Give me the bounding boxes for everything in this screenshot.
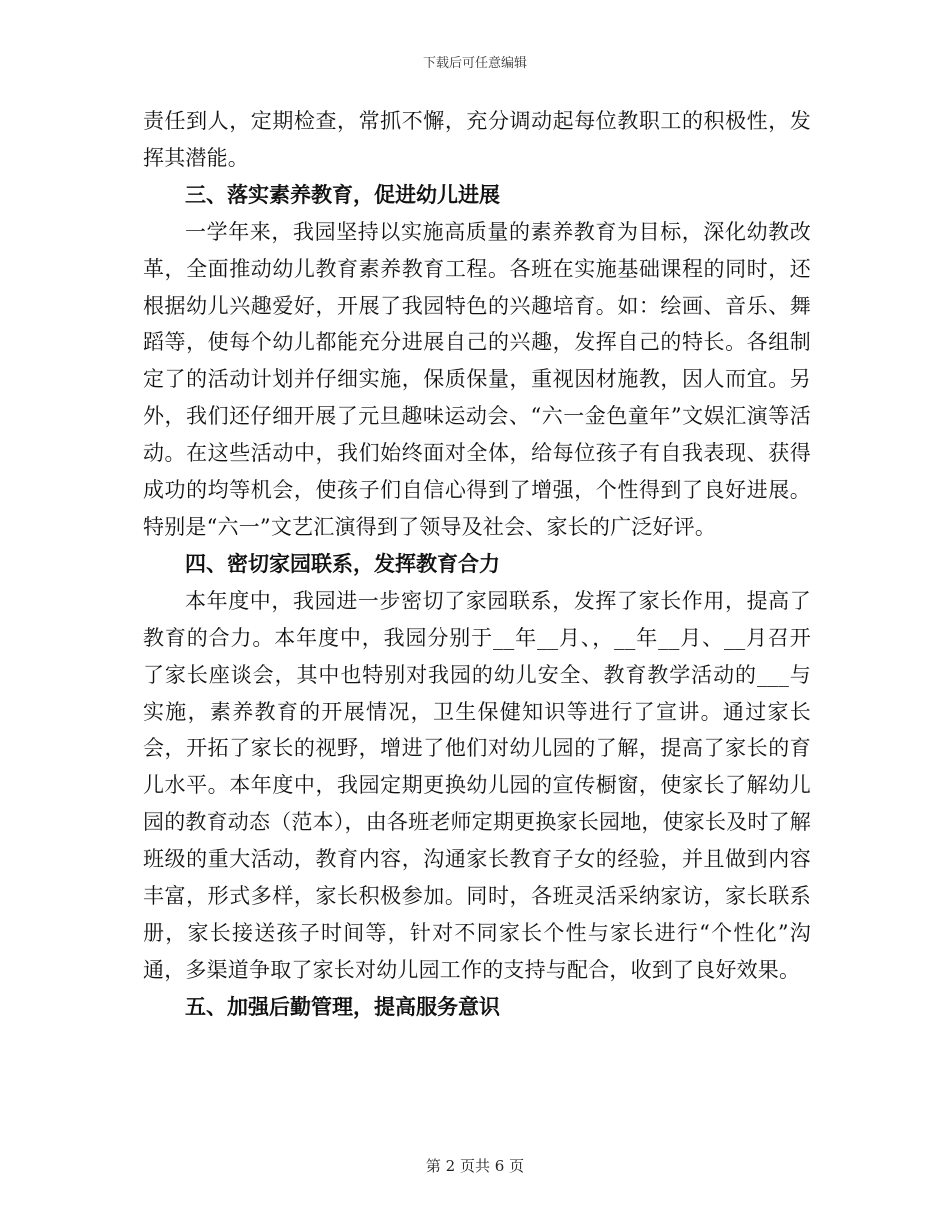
- page-number: 第 2 页共 6 页: [425, 1157, 525, 1175]
- paragraph-quality-education: 一学年来，我园坚持以实施高质量的素养教育为目标，深化幼教改革，全面推动幼儿教育素养教育工程。各班在实施基础课程的同时，还根据幼儿兴趣爱好，开展了我园特色的兴趣培育。如：绘画、音乐、舞蹈等，使每个幼儿都能充分进展自己的兴趣，发挥自己的特长。各组制定了的活动计划并仔细实施，保质保量，重视因材施教，因人而宜。另外，我们还仔细开展了元旦趣味运动会、“六一金色童年”文娱汇演等活动。在这些活动中，我们始终面对全体，给每位孩子有自我表现、获得成功的均等机会，使孩子们自信心得到了增强，个性得到了良好进展。特别是“六一”文艺汇演得到了领导及社会、家长的广泛好评。: [143, 219, 811, 539]
- section-heading-5: 五、加强后勤管理，提高服务意识: [185, 993, 500, 1019]
- page-header: 下载后可任意编辑: [422, 56, 527, 71]
- document-body: [143, 103, 811, 1026]
- section-heading-3: 三、落实素养教育，促进幼儿进展: [185, 181, 500, 207]
- paragraph-continuation: 责任到人，定期检查，常抓不懈，充分调动起每位教职工的积极性，发挥其潜能。: [143, 109, 811, 170]
- section-heading-4: 四、密切家园联系，发挥教育合力: [185, 550, 500, 576]
- paragraph-home-school: 本年度中，我园进一步密切了家园联系，发挥了家长作用，提高了教育的合力。本年度中，我园分别于__年__月、，__年__月、__月召开了家长座谈会，其中也特别对我园的幼儿安全、教育教学活动的___与实施，素养教育的开展情况，卫生保健知识等进行了宣讲。通过家长会，开拓了家长的视野，增进了他们对幼儿园的了解，提高了家长的育儿水平。本年度中，我园定期更换幼儿园的宣传橱窗，使家长了解幼儿园的教育动态（范本），由各班老师定期更换家长园地，使家长及时了解班级的重大活动，教育内容，沟通家长教育子女的经验，并且做到内容丰富，形式多样，家长积极参加。同时，各班灵活采纳家访，家长联系册，家长接送孩子时间等，针对不同家长个性与家长进行“个性化”沟通，多渠道争取了家长对幼儿园工作的支持与配合，收到了良好效果。: [143, 588, 811, 982]
